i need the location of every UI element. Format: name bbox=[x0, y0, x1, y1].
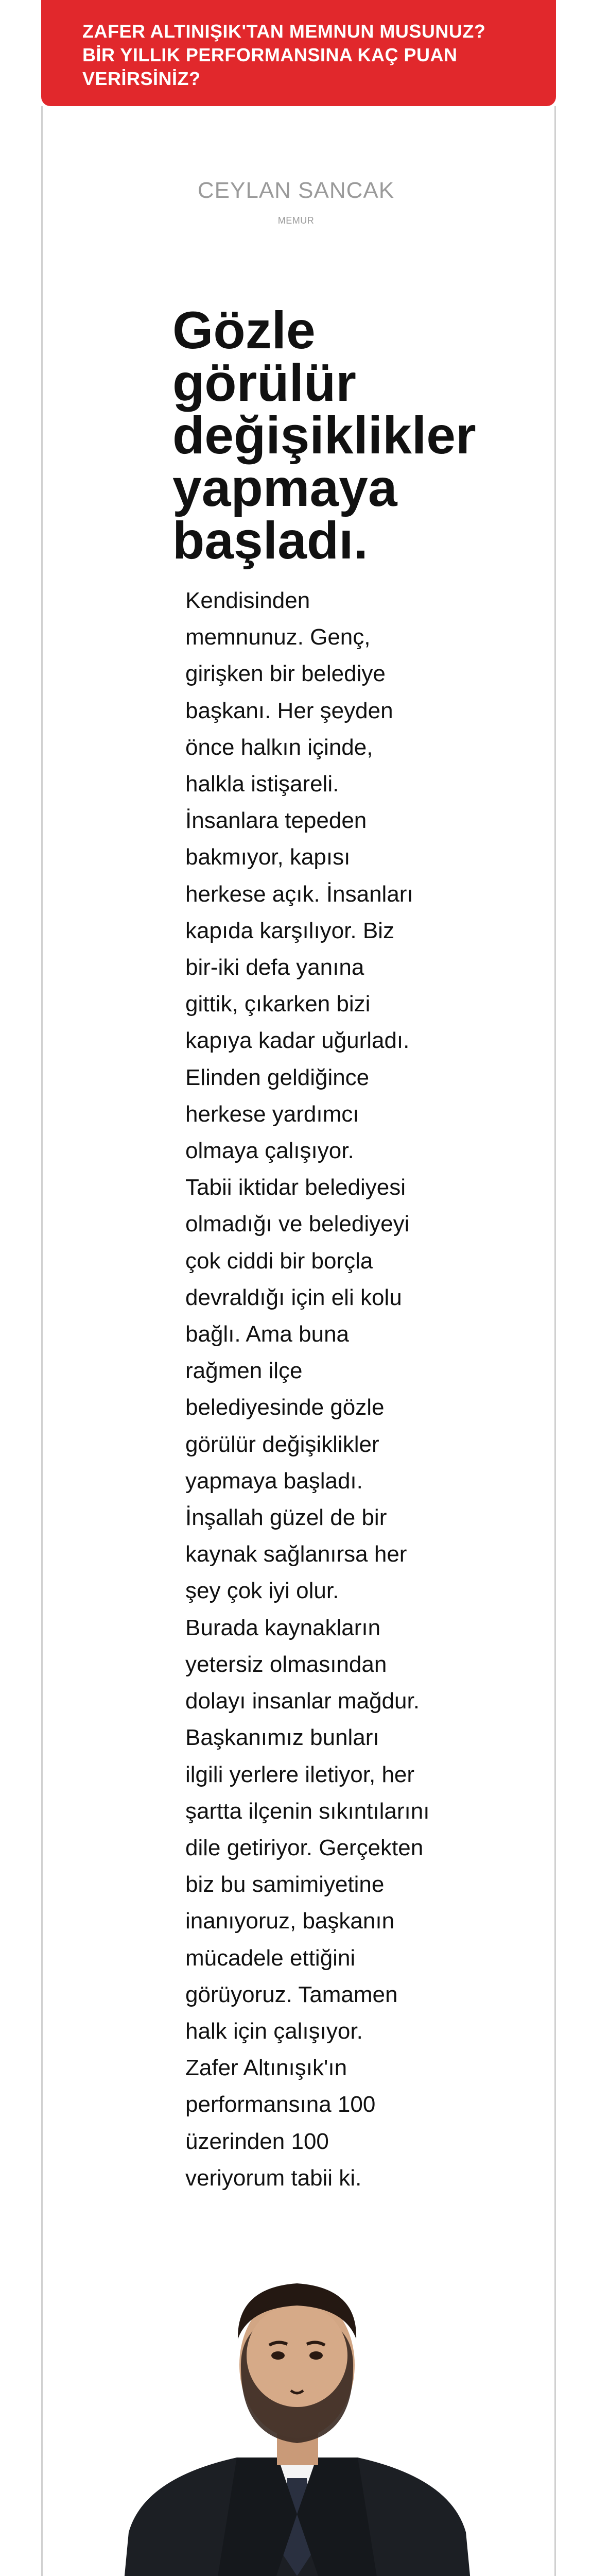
body-line: kaynak sağlanırsa her bbox=[185, 1541, 407, 1567]
body-line: yapmaya başladı. bbox=[185, 1468, 363, 1494]
banner-line-1: ZAFER ALTINIŞIK'TAN MEMNUN MUSUNUZ? bbox=[82, 21, 486, 42]
body-line: rağmen ilçe bbox=[185, 1358, 303, 1384]
banner-line-3: VERİRSİNİZ? bbox=[82, 68, 201, 89]
body-line: yetersiz olmasından bbox=[185, 1651, 387, 1677]
body-line: görüyoruz. Tamamen bbox=[185, 1981, 398, 2007]
body-line: devraldığı için eli kolu bbox=[185, 1284, 402, 1310]
body-line: Başkanımız bunları bbox=[185, 1725, 379, 1751]
banner-line-2: BİR YILLIK PERFORMANSINA KAÇ PUAN bbox=[82, 44, 458, 65]
body-line: gittik, çıkarken bizi bbox=[185, 991, 371, 1017]
body-line: inanıyoruz, başkanın bbox=[185, 1908, 395, 1934]
headline-line: yapmaya bbox=[172, 459, 397, 517]
question-banner bbox=[41, 0, 556, 106]
body-line: kapıya kadar uğurladı. bbox=[185, 1028, 410, 1054]
body-line: mücadele ettiğini bbox=[185, 1945, 356, 1971]
body-line: ilgili yerlere iletiyor, her bbox=[185, 1761, 415, 1787]
left-border-line bbox=[41, 106, 43, 2576]
headline-line: görülür bbox=[172, 353, 356, 412]
body-line: herkese yardımcı bbox=[185, 1101, 359, 1127]
body-line: Zafer Altınışık'ın bbox=[185, 2055, 347, 2081]
headline-line: değişiklikler bbox=[172, 406, 476, 465]
body-line: Burada kaynakların bbox=[185, 1615, 381, 1640]
body-line: çok ciddi bir borçla bbox=[185, 1248, 373, 1274]
headline bbox=[172, 301, 476, 570]
body-line: olmadığı ve belediyeyi bbox=[185, 1211, 410, 1237]
body-line: Kendisinden bbox=[185, 588, 310, 613]
author-role: MEMUR bbox=[277, 215, 315, 226]
headline-line: Gözle bbox=[172, 301, 316, 360]
body-line: üzerinden 100 bbox=[185, 2128, 329, 2154]
body-line: Tabii iktidar belediyesi bbox=[185, 1175, 406, 1200]
body-line: dolayı insanlar mağdur. bbox=[185, 1688, 420, 1714]
body-line: kapıda karşılıyor. Biz bbox=[185, 918, 394, 943]
body-line: şartta ilçenin sıkıntılarını bbox=[185, 1798, 430, 1824]
body-line: bir-iki defa yanına bbox=[185, 955, 364, 980]
body-line: önce halkın içinde, bbox=[185, 734, 373, 760]
body-line: halk için çalışıyor. bbox=[185, 2018, 363, 2044]
body-line: girişken bir belediye bbox=[185, 661, 386, 687]
body-line: belediyesinde gözle bbox=[185, 1395, 385, 1420]
author-name: CEYLAN SANCAK bbox=[197, 178, 395, 203]
body-line: olmaya çalışıyor. bbox=[185, 1138, 354, 1164]
body-line: başkanı. Her şeyden bbox=[185, 698, 393, 723]
body-text bbox=[185, 582, 453, 2196]
body-line: şey çok iyi olur. bbox=[185, 1578, 339, 1604]
body-line: Elinden geldiğince bbox=[185, 1064, 370, 1090]
body-line: bağlı. Ama buna bbox=[185, 1321, 350, 1347]
body-line: performansına 100 bbox=[185, 2092, 376, 2117]
person-portrait-icon bbox=[124, 2236, 471, 2576]
body-line: dile getiriyor. Gerçekten bbox=[185, 1835, 424, 1860]
body-line: biz bu samimiyetine bbox=[185, 1872, 385, 1897]
body-line: bakmıyor, kapısı bbox=[185, 844, 351, 870]
body-line: halkla istişareli. bbox=[185, 771, 339, 797]
body-line: İnşallah güzel de bir bbox=[185, 1505, 387, 1531]
headline-line: başladı. bbox=[172, 511, 368, 570]
body-line: memnunuz. Genç, bbox=[185, 624, 371, 650]
body-line: İnsanlara tepeden bbox=[185, 808, 367, 834]
body-line: görülür değişiklikler bbox=[185, 1431, 379, 1457]
right-border-line bbox=[554, 106, 556, 2576]
body-line: veriyorum tabii ki. bbox=[185, 2165, 362, 2191]
body-line: herkese açık. İnsanları bbox=[185, 881, 413, 907]
